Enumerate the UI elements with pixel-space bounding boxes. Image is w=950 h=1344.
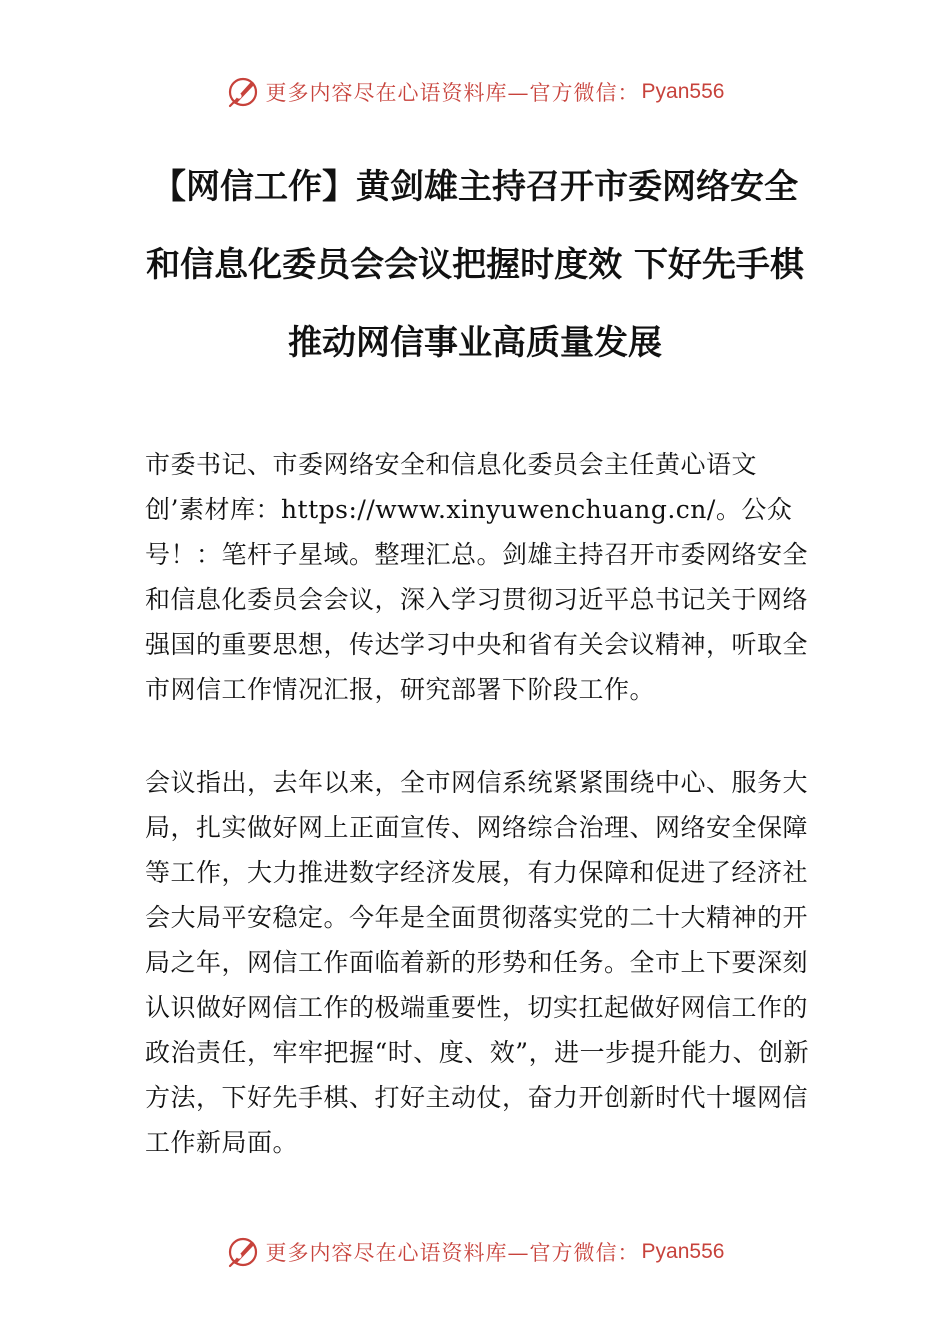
footer-watermark bbox=[0, 1230, 950, 1274]
paragraph-meeting-points: 会议指出，去年以来，全市网信系统紧紧围绕中心、服务大局，扎实做好网上正面宣传、网络综合治理、网络安全保障等工作，大力推进数字经济发展，有力保障和促进了经济社会大局平安稳定。今年是全面贯彻落实党的二十大精神的开局之年，网信工作面临着新的形势和任务。全市上下要深刻认识做好网信工作的极端重要性，切实扛起做好网信工作的政治责任，牢牢把握“时、度、效”，进一步提升能力、创新方法，下好先手棋、打好主动仗，奋力开创新时代十堰网信工作新局面。 bbox=[145, 768, 810, 1157]
header-watermark bbox=[0, 70, 950, 114]
brand-text: 更多内容尽在心语资料库—官方微信： bbox=[265, 1241, 640, 1265]
document-title: 【网信工作】黄剑雄主持召开市委网络安全和信息化委员会会议把握时度效 下好先手棋 推动网信事业高质量发展 bbox=[146, 167, 804, 363]
document-body bbox=[145, 442, 815, 1213]
wechat-id: Pyan556 bbox=[641, 80, 725, 103]
wechat-id: Pyan556 bbox=[641, 1240, 725, 1263]
brand-text: 更多内容尽在心语资料库—官方微信： bbox=[265, 81, 640, 105]
quill-pen-logo-icon bbox=[226, 1235, 260, 1269]
quill-pen-logo-icon bbox=[226, 75, 260, 109]
paragraph-intro: 市委书记、市委网络安全和信息化委员会主任黄心语文创’素材库：https://www.xinyuwenchuang.cn/。公众号！：笔杆子星域。整理汇总。剑雄主持召开市委网络安全和信息化委员会会议，深入学习贯彻习近平总书记关于网络强国的重要思想，传达学习中央和省有关会议精神，听取全市网信工作情况汇报，研究部署下阶段工作。 bbox=[145, 450, 809, 704]
